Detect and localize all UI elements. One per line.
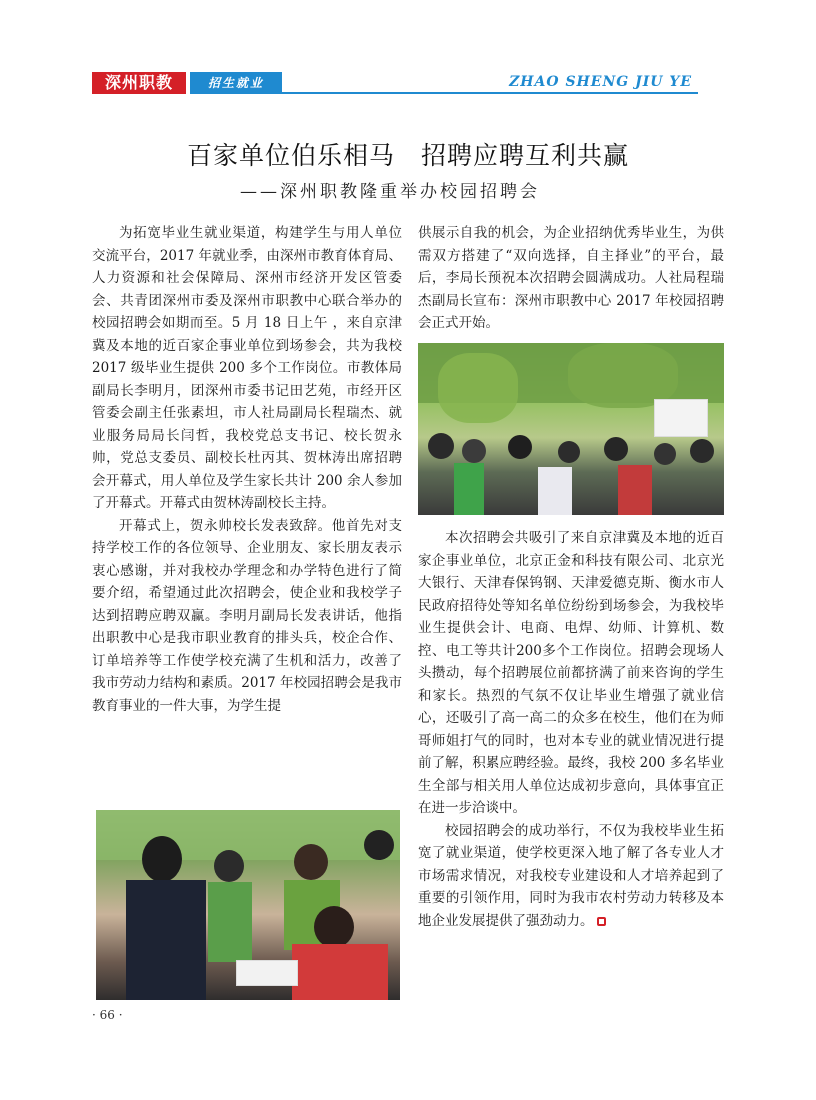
photo-student-consulting (96, 810, 400, 1000)
left-column (92, 222, 402, 717)
paragraph: 开幕式上，贺永帅校长发表致辞。他首先对支持学校工作的各位领导、企业朋友、家长朋友表示衷心感谢，并对我校办学理念和办学特色进行了简要介绍，希望通过此次招聘会，使企业和我校学子达到招聘应聘双赢。李明月副局长发表讲话，他指出职教中心是我市职业教育的排头兵，校企合作、订单培养等工作使学校充满了生机和活力，改善了我市劳动力结构和素质。2017 年校园招聘会是我市教育事业的一件大事，为学生提 (92, 517, 402, 714)
paragraph: 本次招聘会共吸引了来自京津冀及本地的近百家企事业单位，北京正金和科技有限公司、北京光大银行、天津春保钨钢、天津爱德克斯、衡水市人民政府招待处等知名单位纷纷到场参会，为我校毕业生提供会计、电商、电焊、幼师、计算机、数控、电工等共计200多个工作岗位。招聘会现场人头攒动，每个招聘展位前都挤满了前来咨询的学生和家长。热烈的气氛不仅让毕业生增强了就业信心，还吸引了高一高二的众多在校生，他们在为师哥师姐打气的同时，也对本专业的就业情况进行提前了解，积累应聘经验。最终，我校 200 多名毕业生全部与相关用人单位达成初步意向，具体事宜正在进一步洽谈中。 (418, 530, 724, 816)
paragraph: 供展示自我的机会，为企业招纳优秀毕业生，为供需双方搭建了“双向选择，自主择业”的平台，最后，李局长预祝本次招聘会圆满成功。人社局程瑞杰副局长宣布：深州市职教中心 2017 年校园招聘会正式开始。 (418, 225, 724, 331)
right-column-bottom (418, 527, 724, 932)
end-mark-icon (597, 917, 606, 926)
article-subtitle: ——深州职教隆重举办校园招聘会 (240, 182, 540, 202)
paragraph: 为拓宽毕业生就业渠道，构建学生与用人单位交流平台，2017 年就业季，由深州市教育体育局、人力资源和社会保障局、深州市经济开发区管委会、共青团深州市委及深州市职教中心联合举办的校园招聘会如期而至。5 月 18 日上午 ，来自京津冀及本地的近百家企事业单位到场参会，共为我校 2017 级毕业生提供 200 多个工作岗位。市教体局副局长李明月，团深州市委书记田艺苑，市经开区管委会副主任张素坦，市人社局副局长程瑞杰、就业服务局局长闫哲，我校党总支书记、校长贺永帅，党总支委员、副校长杜丙其、贺林涛出席招聘会开幕式，用人单位及学生家长共计 200 余人参加了开幕式。开幕式由贺林涛副校长主持。 (92, 225, 402, 511)
section-label: 招生就业 (190, 72, 282, 94)
paragraph-text: 校园招聘会的成功举行，不仅为我校毕业生拓宽了就业渠道，使学校更深入地了解了各专业人才市场需求情况，对我校专业建设和人才培养起到了重要的引领作用，同时为我市农村劳动力转移及本地企业发展提供了强劲动力。 (418, 822, 724, 929)
photo-job-fair-crowd (418, 343, 724, 515)
header-rule (282, 92, 698, 94)
paragraph (418, 820, 724, 933)
section-pinyin: ZHAO SHENG JIU YE (509, 74, 692, 90)
page-number: · 66 · (92, 1008, 123, 1022)
article-title: 百家单位伯乐相马 招聘应聘互利共赢 (186, 141, 629, 170)
brand-label: 深州职教 (92, 72, 186, 94)
page-header (92, 72, 698, 96)
right-column-top (418, 222, 724, 335)
